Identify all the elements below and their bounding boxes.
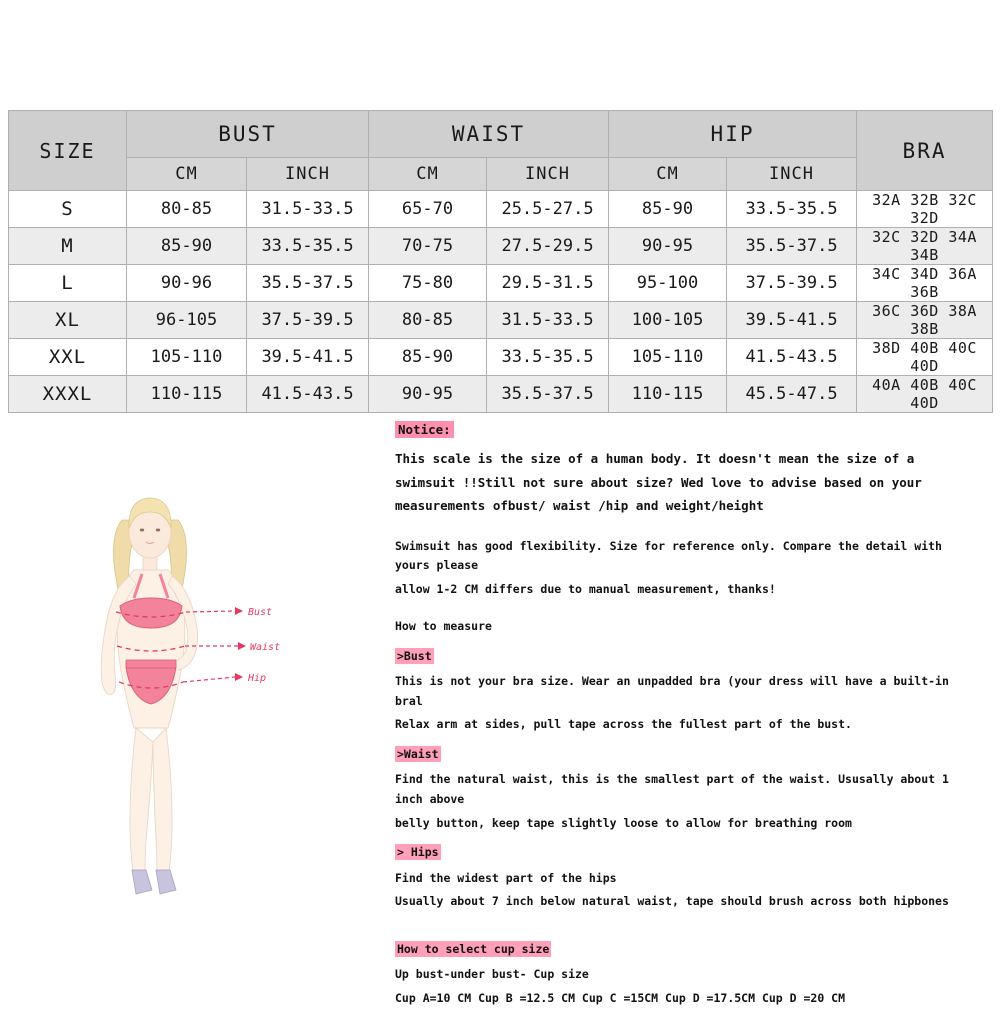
cell-bust-cm: 96-105 <box>127 302 247 339</box>
cell-bust-inch: 35.5-37.5 <box>247 265 369 302</box>
notice-line-1: This scale is the size of a human body. It doesn't mean the size of a <box>395 451 915 467</box>
cell-hip-inch: 41.5-43.5 <box>727 339 857 376</box>
bust-label: Bust <box>248 607 273 618</box>
header-waist-cm: CM <box>369 158 487 191</box>
cell-bust-inch: 31.5-33.5 <box>247 191 369 228</box>
notice-title: Notice: <box>395 421 454 438</box>
female-body-illustration <box>60 470 360 900</box>
notice-line-2: swimsuit !!Still not sure about size? Wed love to advise based on your <box>395 474 922 490</box>
cell-bra: 34C 34D 36A 36B <box>857 265 993 302</box>
bust-text-1: This is not your bra size. Wear an unpadded bra (your dress will have a built-in bral <box>395 674 949 708</box>
header-bust-inch: INCH <box>247 158 369 191</box>
cell-size: M <box>9 228 127 265</box>
bust-text-2: Relax arm at sides, pull tape across the fullest part of the bust. <box>395 717 852 732</box>
cell-size: XXXL <box>9 376 127 413</box>
size-chart-table <box>8 110 993 413</box>
cell-bust-cm: 105-110 <box>127 339 247 376</box>
cup-heading-line <box>395 940 975 960</box>
header-bra: BRA <box>857 111 993 191</box>
cell-hip-cm: 105-110 <box>609 339 727 376</box>
cell-waist-cm: 70-75 <box>369 228 487 265</box>
cell-bra: 40A 40B 40C 40D <box>857 376 993 413</box>
cell-waist-inch: 27.5-29.5 <box>487 228 609 265</box>
waist-heading-line <box>395 745 975 765</box>
table-row <box>9 228 993 265</box>
hip-label: Hip <box>248 673 267 684</box>
table-row <box>9 302 993 339</box>
cell-hip-inch: 45.5-47.5 <box>727 376 857 413</box>
table-row <box>9 265 993 302</box>
cell-bra: 36C 36D 38A 38B <box>857 302 993 339</box>
cup-text-1: Up bust-under bust- Cup size <box>395 967 589 982</box>
hips-text-1: Find the widest part of the hips <box>395 870 617 885</box>
cell-bust-cm: 80-85 <box>127 191 247 228</box>
notice-section <box>395 420 975 1016</box>
cell-bust-inch: 37.5-39.5 <box>247 302 369 339</box>
header-hip: HIP <box>609 111 857 158</box>
size-chart-table-container <box>8 110 992 413</box>
cell-hip-cm: 85-90 <box>609 191 727 228</box>
header-hip-inch: INCH <box>727 158 857 191</box>
hips-text-2: Usually about 7 inch below natural waist, tape should brush across both hipbones <box>395 894 949 909</box>
cell-bust-cm: 90-96 <box>127 265 247 302</box>
table-header-row-units <box>9 158 993 191</box>
cell-waist-inch: 33.5-35.5 <box>487 339 609 376</box>
header-waist: WAIST <box>369 111 609 158</box>
table-header-row-main <box>9 111 993 158</box>
cell-size: XL <box>9 302 127 339</box>
cell-hip-inch: 37.5-39.5 <box>727 265 857 302</box>
cell-bust-inch: 39.5-41.5 <box>247 339 369 376</box>
cell-waist-inch: 25.5-27.5 <box>487 191 609 228</box>
notice-title-line <box>395 420 975 439</box>
cell-bust-inch: 33.5-35.5 <box>247 228 369 265</box>
table-row <box>9 191 993 228</box>
cell-hip-cm: 110-115 <box>609 376 727 413</box>
header-size: SIZE <box>9 111 127 191</box>
cell-waist-inch: 31.5-33.5 <box>487 302 609 339</box>
header-bust-cm: CM <box>127 158 247 191</box>
cell-hip-cm: 95-100 <box>609 265 727 302</box>
cell-waist-cm: 65-70 <box>369 191 487 228</box>
table-row <box>9 339 993 376</box>
cell-waist-inch: 29.5-31.5 <box>487 265 609 302</box>
table-row <box>9 376 993 413</box>
waist-label: Waist <box>250 642 281 653</box>
cell-waist-inch: 35.5-37.5 <box>487 376 609 413</box>
cell-waist-cm: 75-80 <box>369 265 487 302</box>
header-waist-inch: INCH <box>487 158 609 191</box>
notice-line-3: measurements ofbust/ waist /hip and weight/height <box>395 498 764 514</box>
cell-hip-inch: 39.5-41.5 <box>727 302 857 339</box>
cell-bra: 32A 32B 32C 32D <box>857 191 993 228</box>
hips-heading-line <box>395 843 975 863</box>
cell-hip-cm: 90-95 <box>609 228 727 265</box>
cup-size-heading: How to select cup size <box>397 941 550 956</box>
cell-hip-inch: 33.5-35.5 <box>727 191 857 228</box>
cup-text-2: Cup A=10 CM Cup B =12.5 CM Cup C =15CM Cup D =17.5CM Cup D =20 CM <box>395 990 846 1005</box>
header-hip-cm: CM <box>609 158 727 191</box>
bust-heading-line <box>395 647 975 667</box>
how-to-measure-heading: How to measure <box>395 619 492 634</box>
cell-bust-inch: 41.5-43.5 <box>247 376 369 413</box>
cell-bust-cm: 85-90 <box>127 228 247 265</box>
waist-heading: >Waist <box>397 746 439 761</box>
waist-text-2: belly button, keep tape slightly loose to allow for breathing room <box>395 815 852 830</box>
cell-bra: 38D 40B 40C 40D <box>857 339 993 376</box>
waist-text-1: Find the natural waist, this is the smallest part of the waist. Ususally about 1 inch above <box>395 772 949 806</box>
cell-waist-cm: 90-95 <box>369 376 487 413</box>
cell-size: S <box>9 191 127 228</box>
hips-heading: > Hips <box>397 845 439 860</box>
bust-heading: >Bust <box>397 648 432 663</box>
cell-waist-cm: 80-85 <box>369 302 487 339</box>
cell-hip-cm: 100-105 <box>609 302 727 339</box>
measurement-figure <box>60 470 360 900</box>
flexibility-line-1: Swimsuit has good flexibility. Size for reference only. Compare the detail with yours please <box>395 538 942 573</box>
cell-size: L <box>9 265 127 302</box>
flexibility-line-2: allow 1-2 CM differs due to manual measurement, thanks! <box>395 581 776 596</box>
cell-waist-cm: 85-90 <box>369 339 487 376</box>
cell-bra: 32C 32D 34A 34B <box>857 228 993 265</box>
cell-hip-inch: 35.5-37.5 <box>727 228 857 265</box>
cell-size: XXL <box>9 339 127 376</box>
cell-bust-cm: 110-115 <box>127 376 247 413</box>
header-bust: BUST <box>127 111 369 158</box>
